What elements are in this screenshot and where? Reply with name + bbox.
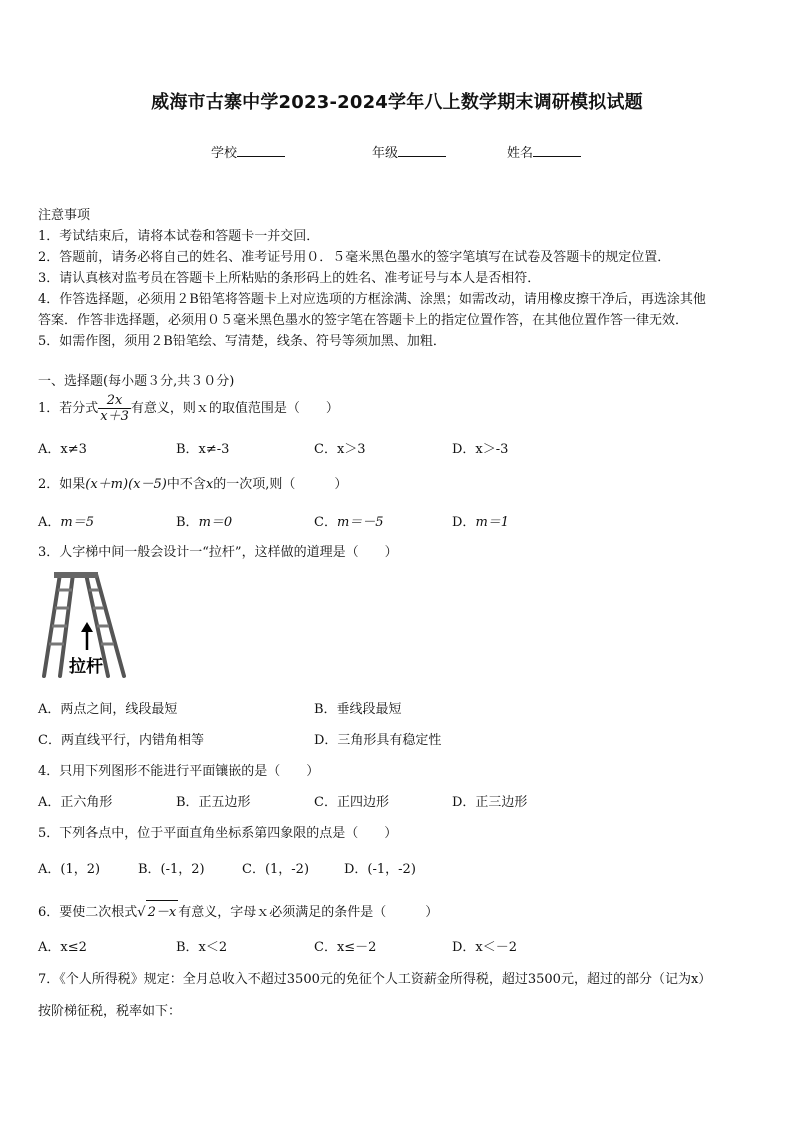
q4-option-d: D．正三边形 (452, 795, 528, 810)
q6-option-d: D．x＜－2 (452, 940, 518, 955)
question-4: 4．只用下列图形不能进行平面镶嵌的是（ ） (38, 764, 320, 779)
q5-option-a: A．(1，2) (38, 862, 101, 877)
notice-item: 1．考试结束后，请将本试卷和答题卡一并交回． (38, 229, 320, 244)
q6-option-b: B．x＜2 (176, 940, 228, 955)
question-5: 5．下列各点中，位于平面直角坐标系第四象限的点是（ ） (38, 826, 398, 841)
q2-option-d (452, 511, 509, 530)
school-label: 学校 (211, 146, 238, 161)
q2-option-c-math: m＝－5 (336, 515, 384, 530)
question-2 (38, 473, 347, 492)
q4-option-b: B．正五边形 (176, 795, 251, 810)
q6-radicand: 2－x (146, 900, 179, 920)
question-7-line-1: 7．《个人所得税》规定：全月总收入不超过3500元的免征个人工资薪金所得税，超过3500元，超过的部分（记为x） (38, 972, 712, 987)
q1-prefix: 1．若分式 (38, 401, 99, 416)
question-3: 3．人字梯中间一般会设计一“拉杆”，这样做的道理是（ ） (38, 545, 398, 560)
q5-option-c: C．(1，-2) (242, 862, 310, 877)
grade-label: 年级 (372, 146, 399, 161)
q4-option-c: C．正四边形 (314, 795, 389, 810)
name-field (507, 142, 581, 161)
q1-option-b: B．x≠-3 (176, 442, 230, 457)
q4-option-a: A．正六角形 (38, 795, 113, 810)
ladder-label: 拉杆 (69, 657, 103, 677)
q1-fraction (98, 393, 131, 424)
q6-suffix: 有意义，字母ｘ必须满足的条件是（ ） (178, 905, 439, 920)
radical-sign: √ (137, 905, 146, 920)
q2-middle: 中不含 (166, 477, 206, 492)
q2-variable: x (205, 477, 214, 492)
q1-numerator: 2x (98, 393, 131, 409)
q1-option-d: D．x＞-3 (452, 442, 509, 457)
grade-blank (398, 144, 446, 157)
notice-item: 4．作答选择题，必须用２B铅笔将答题卡上对应选项的方框涂满、涂黑；如需改动，请用橡皮擦干净后，再选涂其他 (38, 292, 706, 307)
notice-item: 5．如需作图，须用２B铅笔绘、写清楚，线条、符号等须加黑、加粗． (38, 334, 446, 349)
q3-option-c: C．两直线平行，内错角相等 (38, 733, 204, 748)
q1-suffix: 有意义，则ｘ的取值范围是（ ） (130, 401, 339, 416)
notice-item: 2．答题前，请务必将自己的姓名、准考证号用０．５毫米黑色墨水的签字笔填写在试卷及答题卡的规定位置． (38, 250, 671, 265)
name-label: 姓名 (507, 146, 534, 161)
q2-option-c (314, 511, 384, 530)
q3-option-b: B．垂线段最短 (314, 702, 402, 717)
page-title: 威海市古寨中学2023-2024学年八上数学期末调研模拟试题 (151, 92, 643, 113)
q1-denominator: x＋3 (100, 409, 129, 424)
question-7-line-2: 按阶梯征税，税率如下： (38, 1004, 182, 1019)
q2-expression: (x＋m)(x－5) (85, 477, 167, 492)
q6-option-c: C．x≤－2 (314, 940, 377, 955)
notice-item: 答案．作答非选择题，必须用０５毫米黑色墨水的签字笔在答题卡上的指定位置作答，在其他位置作答一律无效． (38, 313, 689, 328)
question-1 (38, 393, 339, 424)
q2-suffix: 的一次项,则（ ） (213, 477, 348, 492)
q3-option-d: D．三角形具有稳定性 (314, 733, 442, 748)
name-blank (533, 144, 581, 157)
school-field (211, 142, 285, 161)
notice-heading: 注意事项 (38, 208, 91, 223)
question-6 (38, 900, 438, 920)
q5-option-b: B．(-1，2) (138, 862, 205, 877)
section-heading: 一、选择题(每小题３分,共３０分) (38, 374, 235, 389)
q5-option-d: D．(-1，-2) (344, 862, 416, 877)
q2-option-a-math: m＝5 (60, 515, 94, 530)
q2-prefix: 2．如果 (38, 477, 86, 492)
q2-option-b (176, 511, 232, 530)
q2-option-a (38, 511, 94, 530)
q2-option-b-label: B． (176, 515, 199, 530)
q6-prefix: 6．要使二次根式 (38, 905, 138, 920)
ladder-figure (40, 568, 130, 680)
q2-option-b-math: m＝0 (198, 515, 233, 530)
q6-option-a: A．x≤2 (38, 940, 87, 955)
q1-option-a: A．x≠3 (38, 442, 87, 457)
q2-option-d-math: m＝1 (475, 515, 510, 530)
grade-field (372, 142, 446, 161)
q1-option-c: C．x＞3 (314, 442, 366, 457)
q2-option-d-label: D． (452, 515, 476, 530)
q3-option-a: A．两点之间，线段最短 (38, 702, 178, 717)
q2-option-c-label: C． (314, 515, 337, 530)
q2-option-a-label: A． (38, 515, 61, 530)
school-blank (237, 144, 285, 157)
notice-item: 3．请认真核对监考员在答题卡上所粘贴的条形码上的姓名、准考证号与本人是否相符． (38, 271, 541, 286)
